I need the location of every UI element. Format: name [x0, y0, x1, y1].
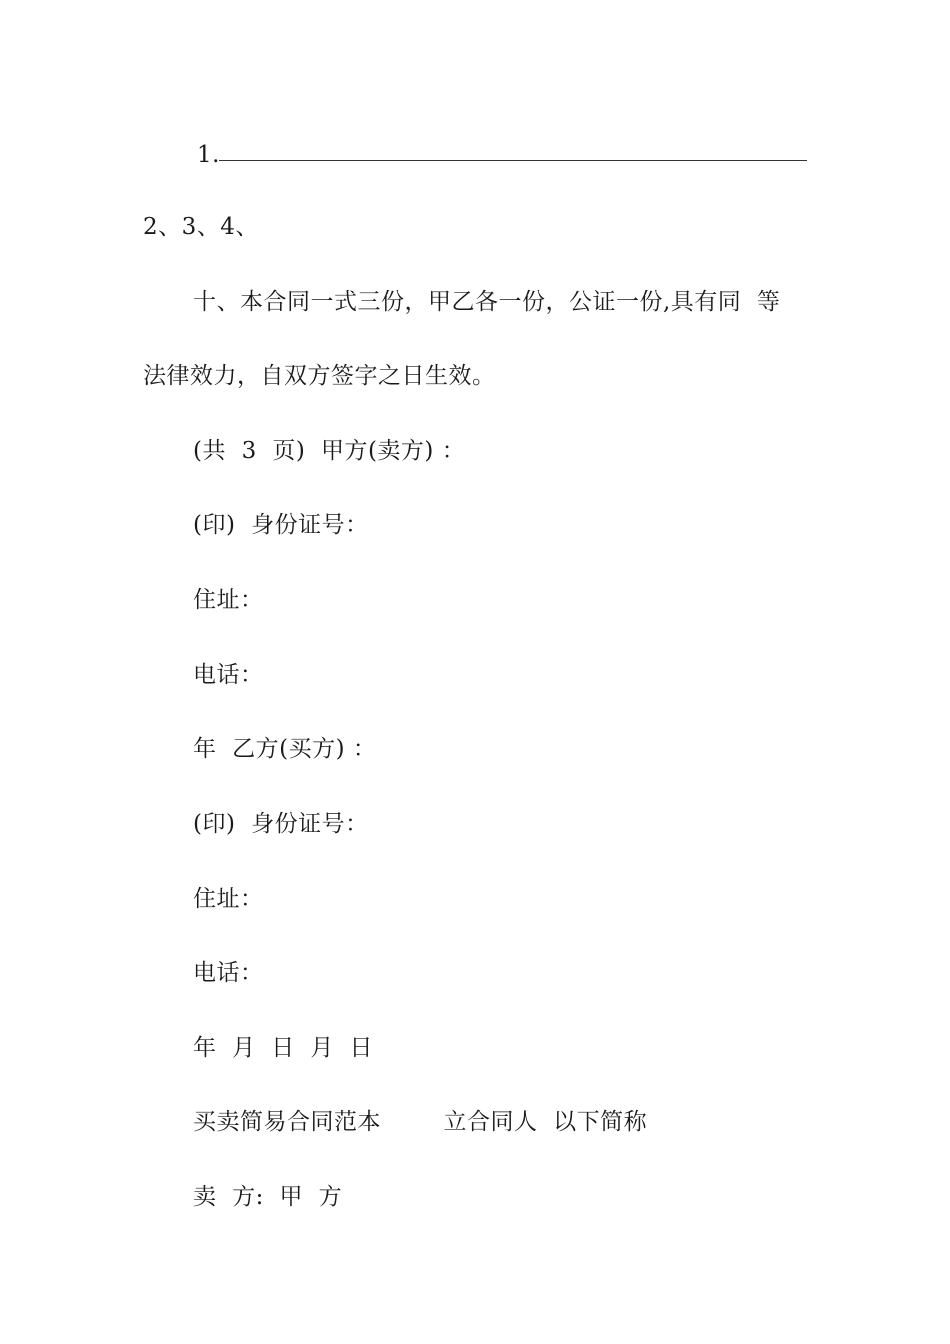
party-a-phone: 电话：: [193, 662, 264, 688]
fill-in-blank-line: [219, 160, 807, 161]
party-b-address: 住址：: [193, 886, 264, 912]
sample-contract-title: 买卖简易合同范本 立合同人 以下简称: [193, 1109, 648, 1135]
item-1-label: 1.: [197, 142, 220, 168]
date-line: 年 月 日 月 日: [193, 1035, 373, 1061]
list-numbers: 2、3、4、: [143, 214, 259, 240]
clause-10-line-2: 法律效力，自双方签字之日生效。: [143, 363, 496, 389]
seller-line: 卖 方: 甲 方: [193, 1184, 343, 1210]
party-b-heading: 年 乙方(买方) ：: [193, 736, 377, 762]
party-b-phone: 电话：: [193, 960, 264, 986]
party-b-seal-id: (印) 身份证号：: [193, 811, 369, 837]
party-a-seal-id: (印) 身份证号：: [193, 512, 369, 538]
party-a-address: 住址：: [193, 587, 264, 613]
clause-10-line-1: 十、本合同一式三份，甲乙各一份，公证一份,具有同 等: [193, 289, 781, 315]
party-a-heading: (共 3 页) 甲方(卖方) ：: [193, 438, 466, 464]
